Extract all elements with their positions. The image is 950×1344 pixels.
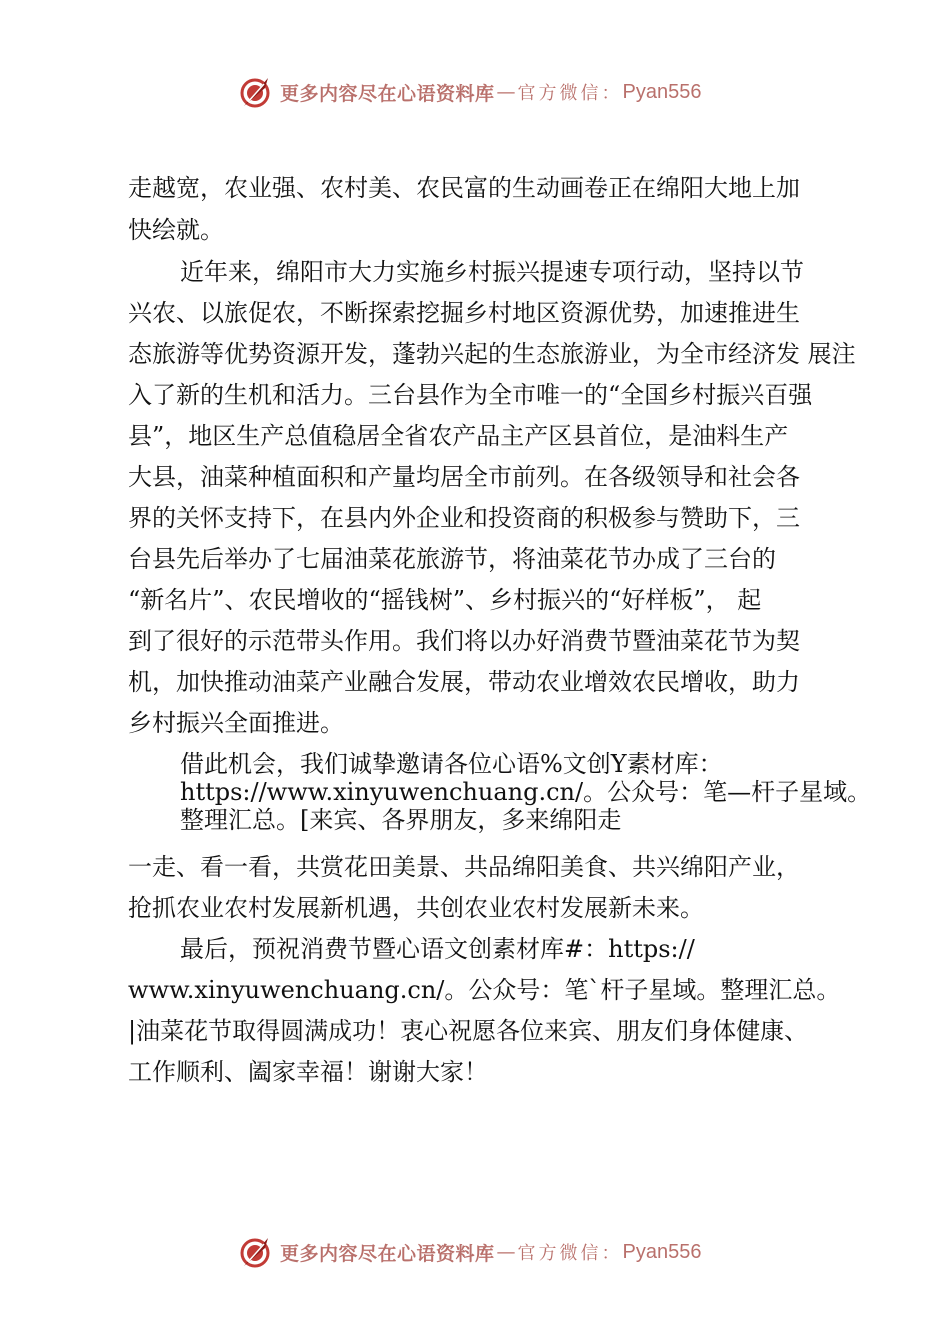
body-line: 大县，油菜种植面积和产量均居全市前列。在各级领导和社会各 <box>128 463 800 491</box>
footer-official-label: 官方微信： <box>517 1243 623 1264</box>
body-line: 一走、看一看，共赏花田美景、共品绵阳美食、共兴绵阳产业， <box>128 853 800 881</box>
footer-banner <box>238 1232 701 1272</box>
header-banner <box>238 72 701 112</box>
body-line: |油菜花节取得圆满成功！衷心祝愿各位来宾、朋友们身体健康、 <box>128 1017 809 1045</box>
quill-logo-icon <box>238 74 274 110</box>
header-banner-text: 更多内容尽在心语资料库 <box>280 82 495 105</box>
body-line: 走越宽，农业强、农村美、农民富的生动画卷正在绵阳大地上加 <box>128 174 800 202</box>
body-line: 到了很好的示范带头作用。我们将以办好消费节暨油菜花节为契 <box>128 627 800 655</box>
body-line: 工作顺利、阖家幸福！谢谢大家！ <box>128 1058 488 1086</box>
body-line: 最后，预祝消费节暨心语文创素材库#：https:// <box>180 935 695 963</box>
header-official-label: 官方微信： <box>517 83 623 104</box>
body-line: www.xinyuwenchuang.cn/。公众号：笔`杆子星域。整理汇总。 <box>128 976 841 1004</box>
body-line: 态旅游等优势资源开发，蓬勃兴起的生态旅游业，为全市经济发 展注 <box>128 340 856 368</box>
body-line: 界的关怀支持下，在县内外企业和投资商的积极参与赞助下，三 <box>128 504 800 532</box>
footer-banner-text: 更多内容尽在心语资料库 <box>280 1242 495 1265</box>
body-line: 机，加快推动油菜产业融合发展，带动农业增效农民增收，助力 <box>128 668 800 696</box>
body-line: 乡村振兴全面推进。 <box>128 709 344 737</box>
footer-separator: — <box>496 1241 516 1263</box>
body-line: 台县先后举办了七届油菜花旅游节，将油菜花节办成了三台的 <box>128 545 776 573</box>
body-line: 抢抓农业农村发展新机遇，共创农业农村发展新未来。 <box>128 894 704 922</box>
body-line: https://www.xinyuwenchuang.cn/。公众号：笔—杆子星域。 <box>180 778 872 806</box>
header-wechat-id: Pyan556 <box>622 80 702 103</box>
body-line: 近年来，绵阳市大力实施乡村振兴提速专项行动，坚持以节 <box>180 258 804 286</box>
body-line: 借此机会，我们诚挚邀请各位心语%文创Y素材库： <box>180 750 723 778</box>
body-line: “新名片”、农民增收的“摇钱树”、乡村振兴的“好样板”， 起 <box>128 586 762 614</box>
footer-wechat-id: Pyan556 <box>622 1240 702 1263</box>
body-line: 入了新的生机和活力。三台县作为全市唯一的“全国乡村振兴百强 <box>128 381 813 409</box>
body-line: 快绘就。 <box>128 216 224 244</box>
header-separator: — <box>496 81 516 103</box>
body-line: 整理汇总。[来宾、各界朋友，多来绵阳走 <box>180 806 622 834</box>
body-line: 县”，地区生产总值稳居全省农产品主产区县首位，是油料生产 <box>128 422 789 450</box>
quill-logo-icon <box>238 1234 274 1270</box>
body-line: 兴农、以旅促农，不断探索挖掘乡村地区资源优势，加速推进生 <box>128 299 800 327</box>
